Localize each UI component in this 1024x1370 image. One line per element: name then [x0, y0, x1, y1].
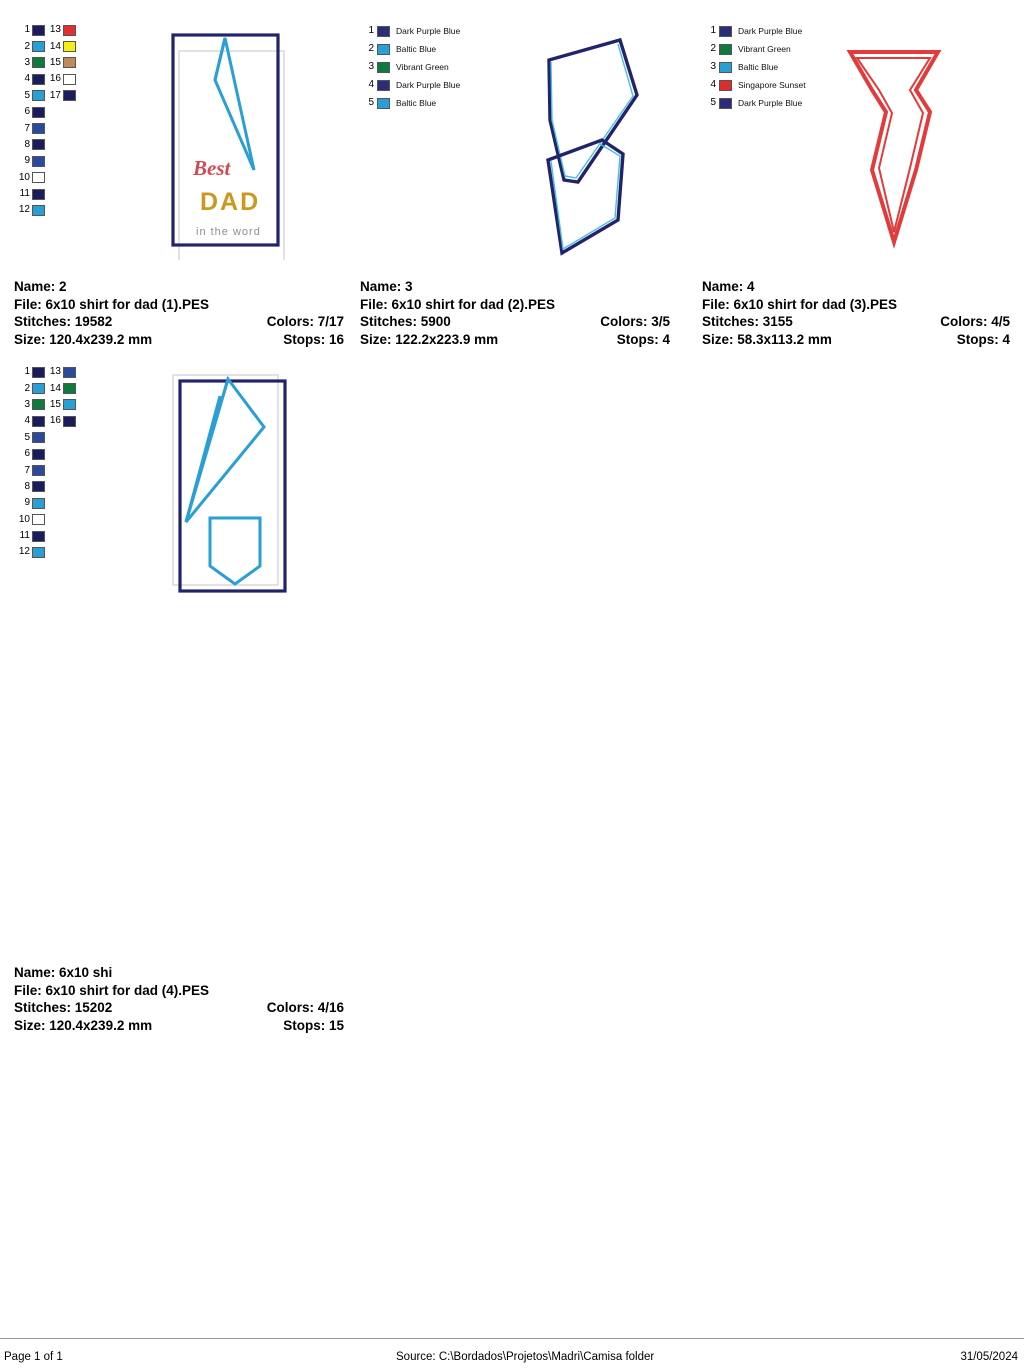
legend-entry	[45, 38, 76, 54]
legend-entry	[14, 364, 45, 380]
legend-index: 7	[24, 464, 30, 476]
info-size-row	[702, 331, 1010, 349]
legend-entry	[14, 137, 45, 153]
legend-entry	[14, 186, 45, 202]
legend-index: 4	[710, 79, 716, 90]
artwork-text-best: Best	[193, 156, 231, 180]
design-size: Size: 122.2x223.9 mm	[360, 331, 499, 347]
color-swatch	[32, 139, 45, 150]
design-file: File: 6x10 shirt for dad (2).PES	[360, 296, 556, 312]
design-stitches: Stitches: 19582	[14, 314, 113, 329]
color-swatch	[32, 465, 45, 476]
design-block-1	[14, 22, 344, 347]
design-file: File: 6x10 shirt for dad (4).PES	[14, 982, 210, 998]
color-legend-3	[702, 22, 806, 112]
color-swatch	[63, 399, 76, 410]
color-name: Dark Purple Blue	[396, 25, 461, 36]
color-swatch	[32, 123, 45, 134]
legend-index: 14	[49, 40, 61, 52]
design-block-2	[360, 22, 670, 347]
info-file-row	[14, 296, 344, 314]
color-swatch	[32, 547, 45, 558]
legend-entry	[45, 88, 76, 104]
color-swatch	[719, 44, 732, 55]
footer-source-path: Source: C:\Bordados\Projetos\Madri\Camisa folder	[396, 1351, 655, 1363]
info-stitches-row	[702, 313, 1010, 331]
legend-entry	[14, 397, 45, 413]
legend-index: 4	[368, 79, 374, 90]
legend-entry	[360, 22, 460, 40]
legend-index: 1	[24, 24, 30, 36]
design-stitches: Stitches: 3155	[702, 314, 793, 329]
legend-index: 13	[49, 366, 61, 378]
color-swatch	[32, 25, 45, 36]
legend-entry	[702, 22, 806, 40]
legend-entry	[702, 76, 806, 94]
legend-entry	[14, 71, 45, 87]
legend-entry	[45, 55, 76, 71]
color-name: Dark Purple Blue	[738, 97, 803, 108]
info-stitches-row	[14, 999, 344, 1017]
color-swatch	[32, 416, 45, 427]
color-name: Baltic Blue	[738, 61, 779, 72]
legend-index: 2	[710, 43, 716, 54]
legend-entry	[702, 58, 806, 76]
color-swatch	[32, 172, 45, 183]
color-swatch	[32, 432, 45, 443]
legend-entry	[14, 380, 45, 396]
info-file-row	[360, 296, 670, 314]
design-info-1	[14, 278, 344, 348]
legend-index: 8	[24, 480, 30, 492]
legend-index: 12	[18, 204, 30, 216]
legend-index: 4	[24, 73, 30, 85]
legend-entry	[14, 170, 45, 186]
legend-column-2	[45, 22, 76, 219]
color-swatch	[719, 62, 732, 73]
legend-index: 2	[368, 43, 374, 54]
design-file: File: 6x10 shirt for dad (1).PES	[14, 296, 210, 312]
design-stops: Stops: 15	[283, 1017, 344, 1033]
design-preview-3	[702, 22, 1010, 267]
color-swatch	[32, 74, 45, 85]
legend-index: 1	[710, 25, 716, 36]
info-name-row	[14, 278, 344, 296]
color-swatch	[63, 383, 76, 394]
legend-index: 3	[24, 56, 30, 68]
legend-index: 15	[49, 398, 61, 410]
legend-entry	[14, 38, 45, 54]
legend-index: 5	[710, 97, 716, 108]
design-size: Size: 120.4x239.2 mm	[14, 331, 153, 347]
info-size-row	[360, 331, 670, 349]
legend-index: 5	[24, 431, 30, 443]
color-name: Baltic Blue	[396, 43, 437, 54]
info-stitches-row	[14, 313, 344, 331]
color-swatch	[719, 80, 732, 91]
legend-index: 1	[368, 25, 374, 36]
info-file-row	[14, 982, 344, 1000]
design-block-3	[702, 22, 1010, 347]
footer-page-number: Page 1 of 1	[4, 1351, 63, 1363]
legend-entry	[14, 544, 45, 560]
color-name: Singapore Sunset	[738, 79, 806, 90]
color-swatch	[719, 26, 732, 37]
legend-index: 1	[24, 366, 30, 378]
legend-index: 9	[24, 155, 30, 167]
artwork-red-tie	[842, 30, 972, 265]
color-swatch	[63, 416, 76, 427]
legend-entry	[702, 94, 806, 112]
info-stitches-row	[360, 313, 670, 331]
design-size: Size: 58.3x113.2 mm	[702, 331, 832, 347]
design-stitches: Stitches: 5900	[360, 314, 451, 329]
design-name: Name: 4	[702, 279, 755, 294]
design-block-4	[14, 364, 344, 1033]
design-info-2	[360, 278, 670, 348]
color-swatch	[63, 74, 76, 85]
legend-entry	[702, 40, 806, 58]
legend-index: 11	[19, 188, 30, 200]
color-swatch	[32, 107, 45, 118]
color-swatch	[32, 498, 45, 509]
artwork-shirt-pocket	[168, 372, 298, 607]
color-swatch	[377, 62, 390, 73]
design-preview-2	[360, 22, 670, 267]
design-name: Name: 2	[14, 279, 67, 294]
artwork-text-dad: DAD	[200, 188, 261, 216]
legend-index: 2	[24, 40, 30, 52]
legend-entry	[14, 202, 45, 218]
design-name: Name: 6x10 shi	[14, 965, 113, 980]
legend-entry	[14, 462, 45, 478]
legend-index: 3	[710, 61, 716, 72]
legend-index: 9	[24, 497, 30, 509]
info-name-row	[702, 278, 1010, 296]
color-swatch	[32, 189, 45, 200]
info-size-row	[14, 331, 344, 349]
legend-entry	[45, 397, 76, 413]
color-legend-1	[14, 22, 76, 219]
color-swatch	[32, 367, 45, 378]
legend-entry	[45, 364, 76, 380]
legend-index: 5	[24, 89, 30, 101]
color-swatch	[377, 98, 390, 109]
color-swatch	[377, 44, 390, 55]
design-stops: Stops: 4	[956, 331, 1010, 347]
artwork-collar-shapes	[490, 30, 675, 265]
artwork-shirt-best-dad	[168, 30, 298, 265]
legend-index: 16	[49, 415, 61, 427]
info-file-row	[702, 296, 1010, 314]
color-legend-4	[14, 364, 76, 561]
design-colors: Colors: 3/5	[600, 314, 670, 329]
info-name-row	[360, 278, 670, 296]
color-swatch	[32, 531, 45, 542]
legend-entry	[14, 120, 45, 136]
legend-entry	[14, 153, 45, 169]
legend-index: 7	[24, 122, 30, 134]
embroidery-preview-1	[168, 30, 298, 260]
legend-entry	[14, 528, 45, 544]
legend-entry	[14, 88, 45, 104]
color-swatch	[32, 383, 45, 394]
legend-entry	[360, 40, 460, 58]
legend-index: 14	[49, 382, 61, 394]
legend-entry	[14, 479, 45, 495]
info-size-row	[14, 1017, 344, 1035]
embroidery-preview-4	[168, 372, 298, 602]
legend-index: 3	[368, 61, 374, 72]
embroidery-preview-2	[490, 30, 675, 260]
design-file: File: 6x10 shirt for dad (3).PES	[702, 296, 898, 312]
design-colors: Colors: 7/17	[266, 314, 344, 329]
color-swatch	[32, 514, 45, 525]
legend-index: 5	[368, 97, 374, 108]
color-swatch	[32, 90, 45, 101]
color-name: Dark Purple Blue	[738, 25, 803, 36]
color-name: Baltic Blue	[396, 97, 437, 108]
legend-index: 10	[18, 171, 30, 183]
artwork-text-subtitle: in the word	[196, 226, 261, 238]
color-name: Dark Purple Blue	[396, 79, 461, 90]
design-colors: Colors: 4/5	[940, 314, 1010, 329]
design-info-4	[14, 964, 344, 1034]
footer-divider	[0, 1338, 1024, 1339]
embroidery-preview-3	[842, 30, 972, 260]
legend-index: 6	[24, 448, 30, 460]
color-swatch	[377, 26, 390, 37]
legend-entry	[45, 380, 76, 396]
design-stops: Stops: 4	[616, 331, 670, 347]
design-stops: Stops: 16	[283, 331, 344, 347]
legend-entry	[14, 22, 45, 38]
design-name: Name: 3	[360, 279, 413, 294]
color-swatch	[32, 481, 45, 492]
legend-entry	[45, 413, 76, 429]
color-name: Vibrant Green	[396, 61, 449, 72]
color-swatch	[32, 57, 45, 68]
color-name: Vibrant Green	[738, 43, 791, 54]
design-colors: Colors: 4/16	[266, 1000, 344, 1015]
color-swatch	[719, 98, 732, 109]
legend-index: 6	[24, 106, 30, 118]
legend-index: 15	[49, 56, 61, 68]
color-swatch	[63, 41, 76, 52]
legend-index: 17	[49, 89, 61, 101]
legend-column-1	[14, 364, 45, 561]
legend-entry	[14, 55, 45, 71]
legend-index: 10	[18, 513, 30, 525]
legend-index: 8	[24, 138, 30, 150]
color-swatch	[63, 57, 76, 68]
color-swatch	[32, 205, 45, 216]
color-swatch	[63, 367, 76, 378]
legend-entry	[45, 71, 76, 87]
color-swatch	[32, 449, 45, 460]
color-swatch	[63, 90, 76, 101]
color-swatch	[63, 25, 76, 36]
color-swatch	[32, 41, 45, 52]
legend-index: 16	[49, 73, 61, 85]
color-swatch	[377, 80, 390, 91]
legend-index: 2	[24, 382, 30, 394]
design-info-3	[702, 278, 1010, 348]
legend-column-2	[45, 364, 76, 561]
legend-entry	[360, 76, 460, 94]
legend-entry	[360, 58, 460, 76]
legend-entry	[14, 413, 45, 429]
legend-entry	[14, 446, 45, 462]
info-name-row	[14, 964, 344, 982]
color-swatch	[32, 399, 45, 410]
design-preview-1	[14, 22, 344, 267]
design-stitches: Stitches: 15202	[14, 1000, 113, 1015]
legend-index: 11	[19, 530, 30, 542]
legend-index: 3	[24, 398, 30, 410]
legend-entry	[45, 22, 76, 38]
legend-column-1	[14, 22, 45, 219]
color-legend-2	[360, 22, 460, 112]
design-size: Size: 120.4x239.2 mm	[14, 1017, 153, 1033]
footer-date: 31/05/2024	[960, 1351, 1018, 1363]
legend-entry	[14, 104, 45, 120]
legend-entry	[14, 512, 45, 528]
legend-index: 12	[18, 546, 30, 558]
color-swatch	[32, 156, 45, 167]
legend-entry	[360, 94, 460, 112]
legend-entry	[14, 430, 45, 446]
design-preview-4	[14, 364, 344, 609]
legend-index: 4	[24, 415, 30, 427]
legend-entry	[14, 495, 45, 511]
legend-index: 13	[49, 24, 61, 36]
